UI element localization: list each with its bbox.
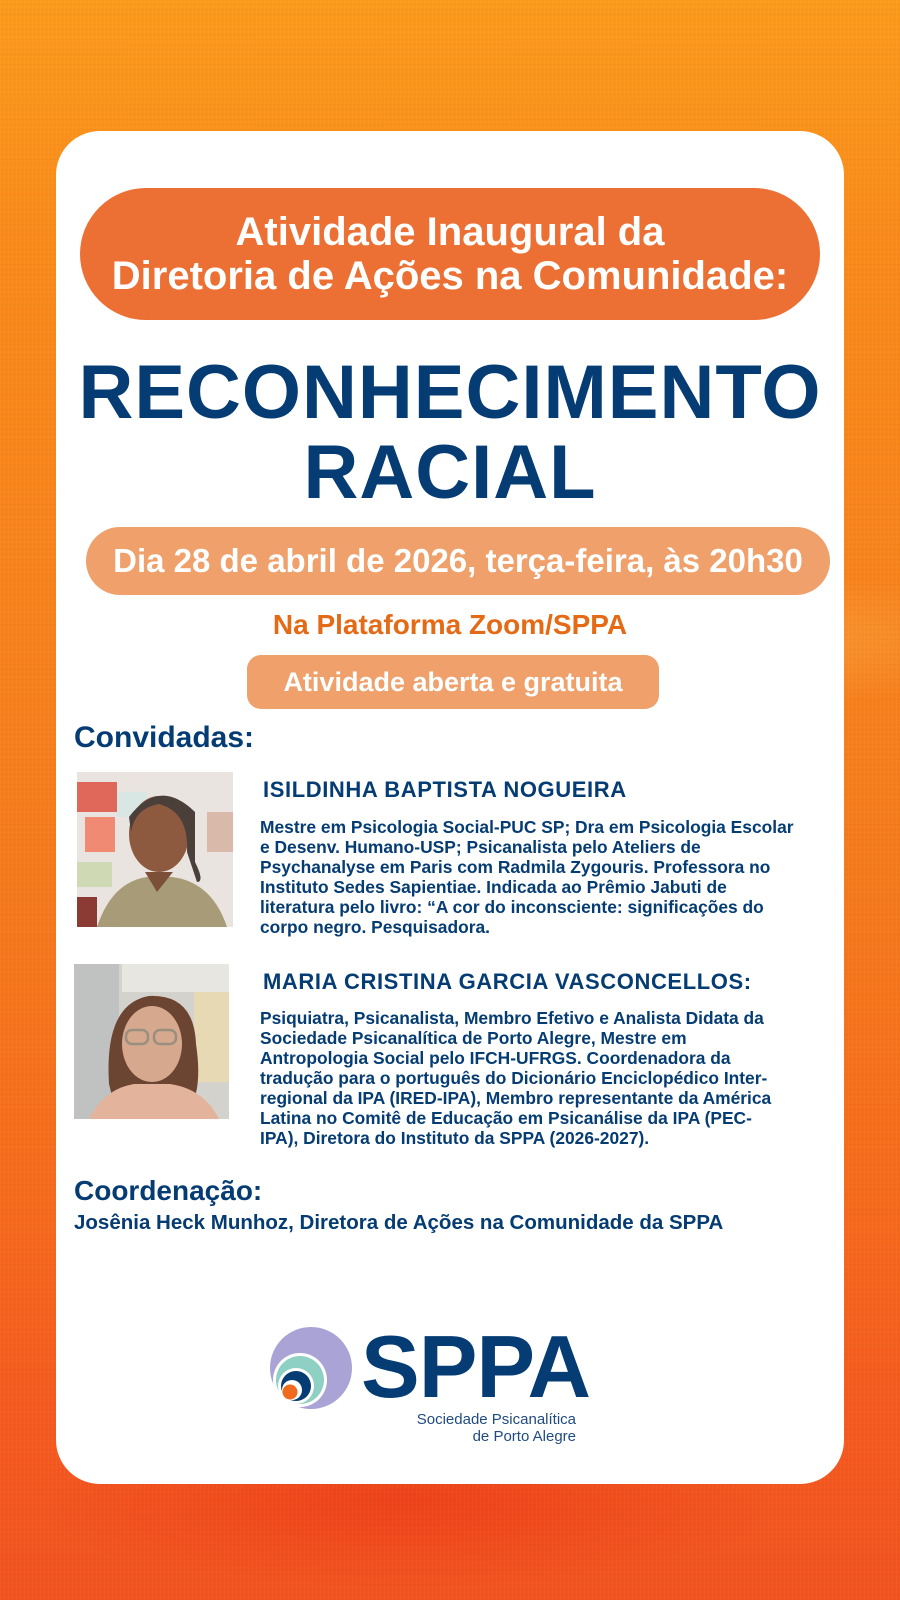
- title-line-1: RECONHECIMENTO: [78, 350, 822, 435]
- header-line-2: Diretoria de Ações na Comunidade:: [111, 254, 789, 298]
- bio-line: e Desenv. Humano-USP; Psicanalista pelo Ateliers de: [260, 837, 701, 857]
- logo-subtitle-line-1: Sociedade Psicanalítica: [416, 1411, 576, 1428]
- event-card: [56, 131, 844, 1484]
- bio-line: Sociedade Psicanalítica de Porto Alegre, Mestre em: [260, 1028, 687, 1048]
- bio-line: Mestre em Psicologia Social-PUC SP; Dra em Psicologia Escolar: [260, 817, 794, 837]
- bio-line: Psychanalyse em Paris com Radmila Zygouris. Professora no: [260, 857, 771, 877]
- platform-text: Na Plataforma Zoom/SPPA: [272, 609, 628, 640]
- portrait-photo-icon: [77, 772, 233, 927]
- sppa-logo: [266, 1317, 591, 1451]
- event-title: [56, 350, 844, 515]
- coordination-text: Josênia Heck Munhoz, Diretora de Ações na Comunidade da SPPA: [74, 1211, 724, 1234]
- date-banner: [86, 527, 830, 595]
- bio-line: IPA), Diretora do Instituto da SPPA (2026-2027).: [260, 1128, 650, 1148]
- guest-name-2: MARIA CRISTINA GARCIA VASCONCELLOS:: [263, 969, 752, 994]
- bio-line: tradução para o português do Dicionário Enciclopédico Inter-: [260, 1068, 768, 1088]
- logo-subtitle-line-2: de Porto Alegre: [472, 1428, 576, 1445]
- guest-photo-1: [77, 772, 233, 927]
- guests-label: Convidadas:: [74, 721, 255, 754]
- concentric-circles-logo-icon: [266, 1326, 356, 1416]
- coordination-label: Coordenação:: [74, 1175, 263, 1206]
- guest-name-1: ISILDINHA BAPTISTA NOGUEIRA: [263, 777, 627, 802]
- guest-photo-2: [74, 964, 229, 1119]
- title-line-2: RACIAL: [303, 430, 597, 515]
- guest-bio-2: [260, 1008, 820, 1148]
- portrait-photo-icon: [74, 964, 229, 1119]
- bio-line: Latina no Comitê de Educação em Psicanálise da IPA (PEC-: [260, 1108, 752, 1128]
- date-text: Dia 28 de abril de 2026, terça-feira, às 20h30: [113, 542, 803, 579]
- bio-line: corpo negro. Pesquisadora.: [260, 917, 490, 937]
- bio-line: literatura pelo livro: “A cor do inconsciente: significações do: [260, 897, 764, 917]
- bio-line: Antropologia Social pelo IFCH-UFRGS. Coordenadora da: [260, 1048, 731, 1068]
- access-badge: [247, 655, 659, 709]
- bio-line: Psiquiatra, Psicanalista, Membro Efetivo e Analista Didata da: [260, 1008, 764, 1028]
- guest-bio-1: [260, 817, 820, 937]
- logo-subtitle: [417, 1411, 576, 1445]
- logo-wordmark: SPPA: [361, 1317, 591, 1416]
- access-text: Atividade aberta e gratuita: [283, 666, 623, 697]
- bio-line: Instituto Sedes Sapientiae. Indicada ao Prêmio Jabuti de: [260, 877, 727, 897]
- header-line-1: Atividade Inaugural da: [235, 210, 665, 254]
- header-banner: [80, 188, 820, 320]
- bio-line: regional da IPA (IRED-IPA), Membro representante da América: [260, 1088, 772, 1108]
